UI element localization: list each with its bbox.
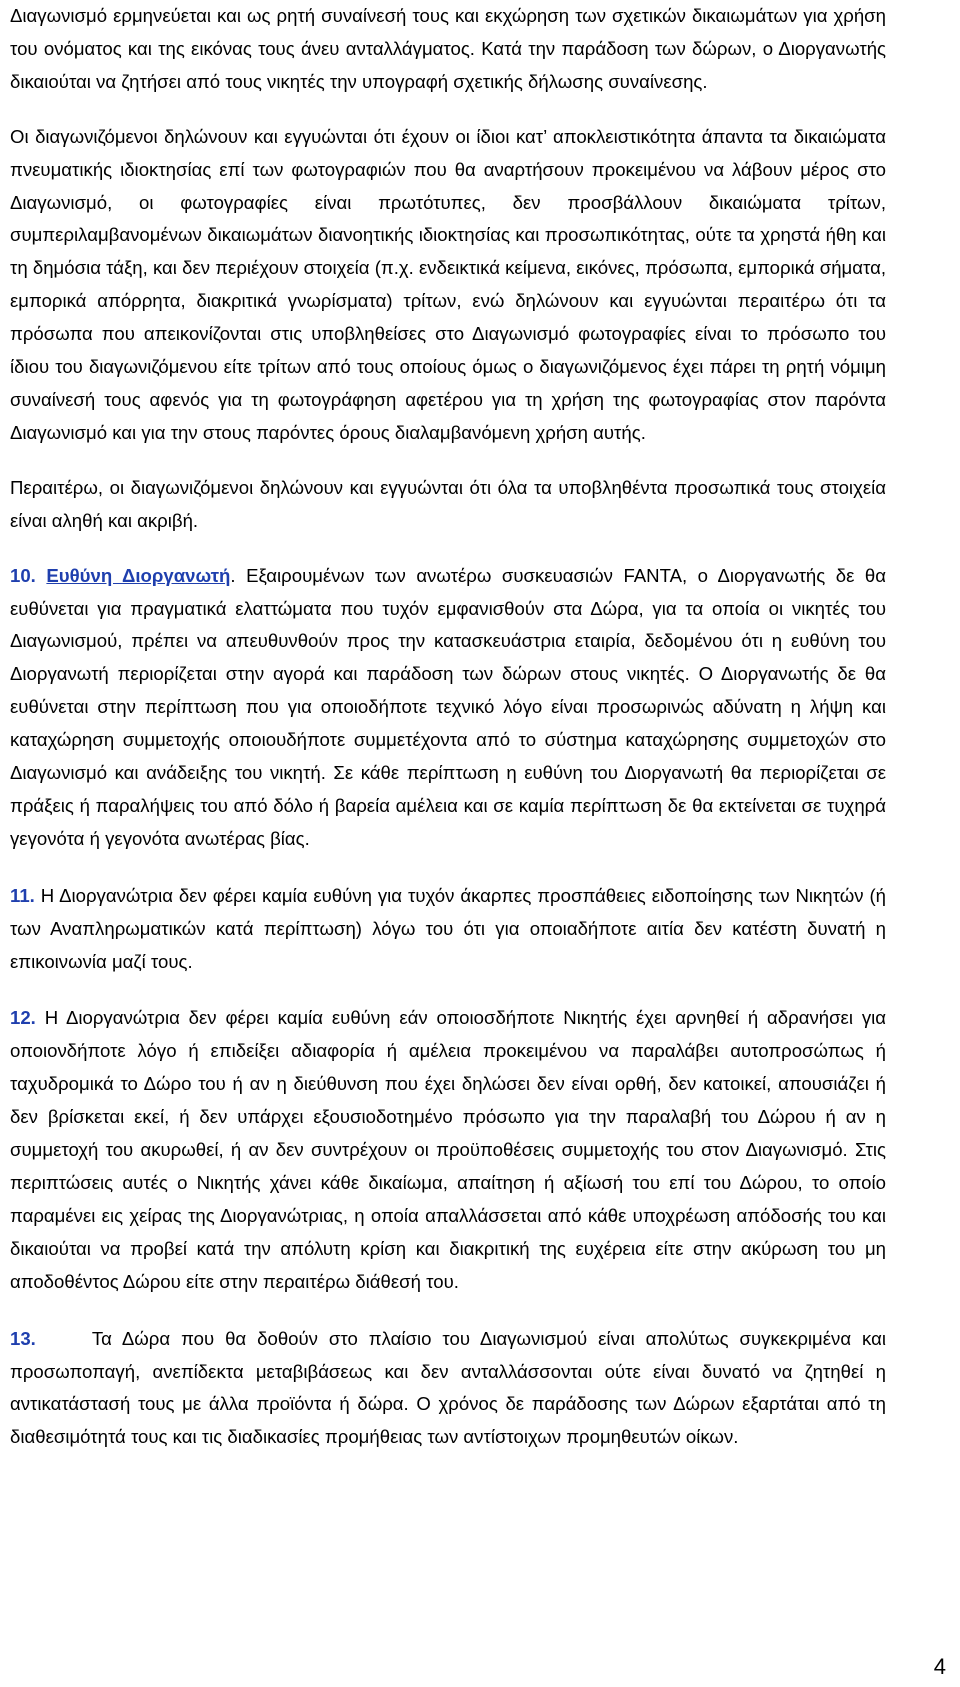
page-body [10, 0, 886, 1454]
section-text: . Εξαιρουμένων των ανωτέρω συσκευασιών FANTA, ο Διοργανωτής δε θα ευθύνεται για πραγματικά ελαττώματα που τυχόν εμφανισθούν στα Δώρα, για τα οποία οι νικητές του Διαγωνισμού, πρέπει να απευθυνθούν προς την κατασκευάστρια εταιρία, δεδομένου ότι η ευθύνη του Διοργανωτή περιορίζεται στην αγορά και παράδοση των δώρων στους νικητές. Ο Διοργανωτής δε θα ευθύνεται στην περίπτωση που για οποιοδήποτε τεχνικό λόγο είναι προσωρινώς αδύνατη η λήψη και καταχώρηση συμμετοχής οποιουδήποτε συμμετέχοντα από το σύστημα καταχώρησης συμμετοχών στο Διαγωνισμό και ανάδειξης του νικητή. Σε κάθε περίπτωση η ευθύνη του Διοργανωτή θα περιορίζεται σε πράξεις ή παραλήψεις του από δόλο ή βαρεία αμέλεια και σε καμία περίπτωση δε θα εκτείνεται σε τυχηρά γεγονότα ή γεγονότα ανωτέρας βίας. [10, 564, 886, 849]
section-number: 10. [10, 564, 36, 586]
section-text: Η Διοργανώτρια δεν φέρει καμία ευθύνη για τυχόν άκαρπες προσπάθειες ειδοποίησης των Νικητών (ή των Αναπληρωματικών κατά περίπτωση) λόγω του ότι για οποιαδήποτε αιτία δεν κατέστη δυνατή η επικοινωνία μαζί τους. [10, 884, 886, 972]
paragraph-consent: Διαγωνισμό ερμηνεύεται και ως ρητή συναίνεσή τους και εκχώρηση των σχετικών δικαιωμάτων για χρήση του ονόματος και της εικόνας τους άνευ ανταλλάγματος. Κατά την παράδοση των δώρων, ο Διοργανωτής δικαιούται να ζητήσει από τους νικητές την υπογραφή σχετικής δήλωσης συναίνεσης. [10, 5, 886, 92]
paragraph-data-accuracy: Περαιτέρω, οι διαγωνιζόμενοι δηλώνουν και εγγυώνται ότι όλα τα υποβληθέντα προσωπικά τους στοιχεία είναι αληθή και ακριβή. [10, 476, 886, 531]
section-number: 13. [10, 1327, 36, 1349]
section-number: 12. [10, 1007, 36, 1029]
page-number: 4 [933, 1654, 946, 1679]
section-13 [10, 1323, 886, 1455]
section-title: Ευθύνη Διοργανωτή [46, 564, 231, 586]
paragraph-participant-warranties: Οι διαγωνιζόμενοι δηλώνουν και εγγυώνται ότι έχουν οι ίδιοι κατ’ αποκλειστικότητα άπαντα τα δικαιώματα πνευματικής ιδιοκτησίας επί των φωτογραφιών που θα αναρτήσουν προκειμένου να λάβουν μέρος στο Διαγωνισμό, οι φωτογραφίες είναι πρωτότυπες, δεν προσβάλλουν δικαιώματα τρίτων, συμπεριλαμβανομένων δικαιωμάτων διανοητικής ιδιοκτησίας και προσωπικότητας, ούτε τα χρηστά ήθη και τη δημόσια τάξη, και δεν περιέχουν στοιχεία (π.χ. ενδεικτικά κείμενα, εικόνες, πρόσωπα, εμπορικά σήματα, εμπορικά απόρρητα, διακριτικά γνωρίσματα) τρίτων, ενώ δηλώνουν και εγγυώνται περαιτέρω ότι τα πρόσωπα που απεικονίζονται στις υποβληθείσες στο Διαγωνισμό φωτογραφίες είναι το πρόσωπο του ίδιου του διαγωνιζόμενου είτε τρίτων από τους οποίους όμως ο διαγωνιζόμενος έχει πάρει τη ρητή νόμιμη συναίνεσή τους αφενός για τη φωτογράφηση αφετέρου για τη χρήση της φωτογραφίας στον παρόντα Διαγωνισμό και για την στους παρόντες όρους διαλαμβανόμενη χρήση αυτής. [10, 125, 886, 443]
section-text: Τα Δώρα που θα δοθούν στο πλαίσιο του Διαγωνισμού είναι απολύτως συγκεκριμένα και προσωποπαγή, ανεπίδεκτα μεταβιβάσεως και δεν ανταλλάσσονται ούτε είναι δυνατό να ζητηθεί η αντικατάστασή τους με άλλα προϊόντα ή δώρα. Ο χρόνος δε παράδοσης των Δώρων εξαρτάται από τη διαθεσιμότητά τους και τις διαδικασίες προμήθειας των αντίστοιχων προμηθευτών οίκων. [10, 1327, 886, 1448]
section-10 [10, 560, 886, 856]
section-11 [10, 880, 886, 979]
section-12 [10, 1002, 886, 1298]
section-number: 11. [10, 884, 35, 906]
section-text: Η Διοργανώτρια δεν φέρει καμία ευθύνη εάν οποιοσδήποτε Νικητής έχει αρνηθεί ή αδρανήσει για οποιονδήποτε λόγο ή επιδείξει αδιαφορία ή αμέλεια προκειμένου να παραλάβει αυτοπροσώπως ή ταχυδρομικά το Δώρο του ή αν η διεύθυνση που έχει δηλώσει δεν είναι ορθή, δεν κατοικεί, απουσιάζει ή δεν βρίσκεται εκεί, ή δεν υπάρχει εξουσιοδοτημένο πρόσωπο για την παραλαβή του Δώρου ή αν η συμμετοχή του ακυρωθεί, ή αν δεν συντρέχουν οι προϋποθέσεις συμμετοχής του στον Διαγωνισμό. Στις περιπτώσεις αυτές ο Νικητής χάνει κάθε δικαίωμα, απαίτηση ή αξίωσή του επί του Δώρου, το οποίο παραμένει εις χείρας της Διοργανώτριας, η οποία απαλλάσσεται από κάθε υποχρέωση απόδοσής του και δικαιούται να προβεί κατά την απόλυτη κρίση και διακριτική της ευχέρεια είτε στην ακύρωση του μη αποδοθέντος Δώρου είτε στην περαιτέρω διάθεσή του. [10, 1007, 886, 1292]
